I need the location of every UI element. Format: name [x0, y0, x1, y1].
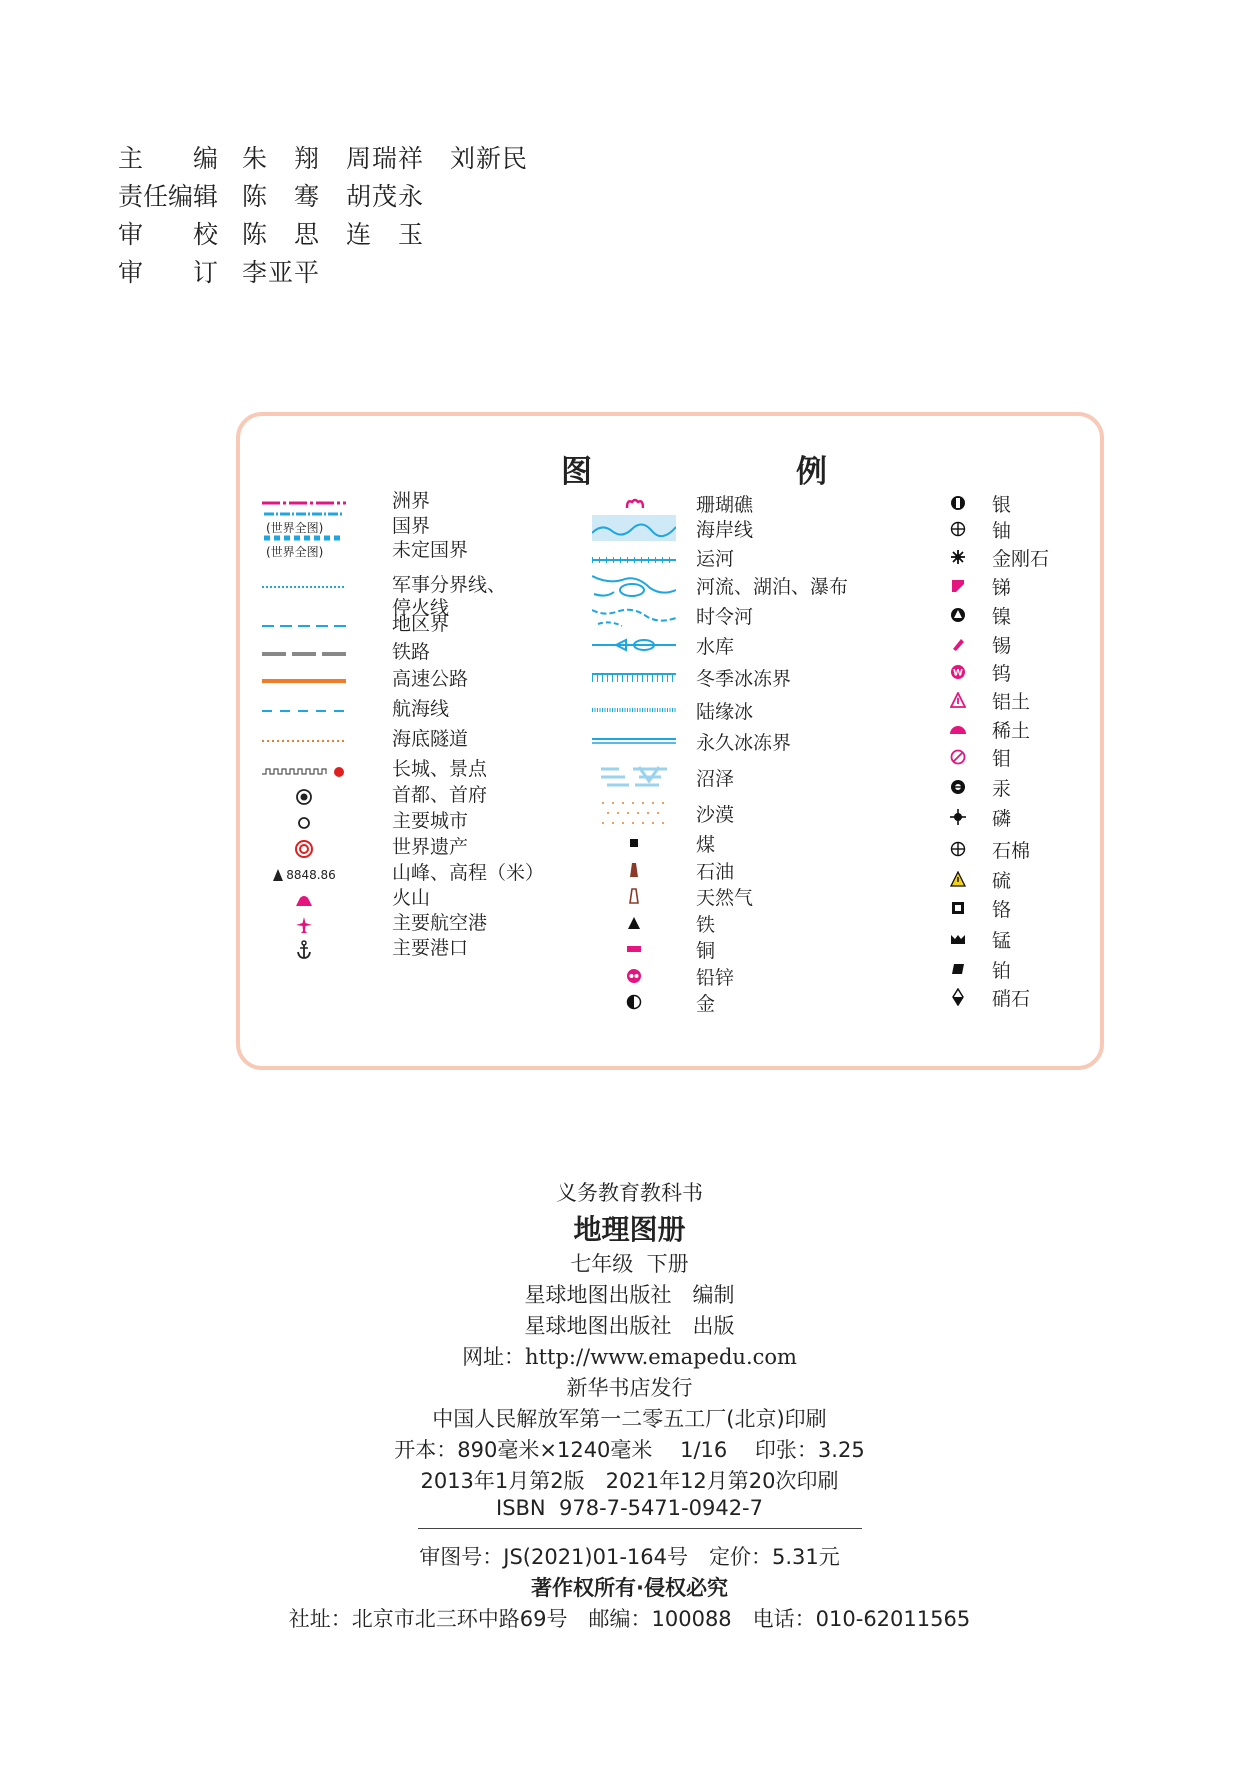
- legend-label: 未定国界: [392, 539, 469, 561]
- legend-platinum-icon: [948, 958, 968, 980]
- legend-uranium-icon: [948, 518, 968, 540]
- legend-label: 钨: [992, 663, 1012, 685]
- review-number-price: 审图号：JS(2021)01-164号 定价：5.31元: [419, 1545, 840, 1569]
- copyright: 著作权所有·侵权必究: [531, 1576, 728, 1600]
- legend-undersea-tunnel-icon: [262, 730, 346, 752]
- legend-label: 高速公路: [392, 668, 469, 690]
- legend-label: 铁路: [392, 641, 431, 663]
- legend-ceasefire-line-icon: [262, 576, 346, 598]
- legend-label: 主要航空港: [392, 912, 488, 934]
- printer: 中国人民解放军第一二零五工厂(北京)印刷: [432, 1407, 827, 1431]
- legend-label: 冬季冰冻界: [696, 668, 792, 690]
- address: 社址：北京市北三环中路69号 邮编：100088 电话：010-62011565: [288, 1607, 971, 1631]
- legend-sym-caption: (世界全图): [266, 521, 324, 535]
- legend-silver-icon: [948, 492, 968, 514]
- isbn: ISBN 978-7-5471-0942-7: [496, 1496, 763, 1520]
- credit-names: 陈 骞 胡茂永: [242, 182, 425, 211]
- legend-label: 锡: [992, 635, 1012, 657]
- legend-label: 铀: [992, 520, 1012, 542]
- map-legend: [236, 412, 1104, 1070]
- legend-coral-reef-icon: [624, 492, 644, 514]
- credit-row-reviewer: [118, 254, 528, 292]
- credit-names: 朱 翔 周瑞祥 刘新民: [242, 144, 529, 173]
- legend-shipping-route-icon: [262, 700, 346, 722]
- format: 开本：890毫米×1240毫米 1/16 印张：3.25: [394, 1438, 865, 1462]
- legend-label: 硫: [992, 870, 1012, 892]
- credit-row-proofreader: [118, 216, 528, 254]
- legend-sym-caption: 8848.86: [286, 868, 336, 882]
- legend-label: 山峰、高程（米）: [392, 862, 545, 884]
- legend-label: 世界遗产: [392, 836, 469, 858]
- grade: 七年级 下册: [570, 1252, 689, 1276]
- legend-great-wall-icon: [262, 760, 346, 782]
- legend-label: 永久冰冻界: [696, 732, 792, 754]
- legend-label: 铜: [696, 940, 716, 962]
- legend-label: 石油: [696, 861, 735, 883]
- legend-tin-icon: [948, 633, 968, 655]
- legend-label: 煤: [696, 834, 716, 856]
- legend-label: 铅锌: [696, 967, 735, 989]
- legend-oil-icon: [624, 859, 644, 881]
- legend-label: 主要港口: [392, 937, 469, 959]
- publisher: 星球地图出版社 出版: [524, 1314, 735, 1338]
- legend-label: 水库: [696, 636, 735, 658]
- legend-label: 河流、湖泊、瀑布: [696, 576, 849, 598]
- legend-label: 银: [992, 494, 1012, 516]
- legend-label: 时令河: [696, 606, 754, 628]
- legend-label: 钼: [992, 748, 1012, 770]
- legend-desert-icon: [592, 798, 676, 828]
- legend-label: 海底隧道: [392, 728, 469, 750]
- legend-winter-freeze-line-icon: [592, 666, 676, 688]
- credit-role: 审 订: [118, 258, 219, 287]
- legend-manganese-icon: [948, 928, 968, 950]
- legend-label: 石棉: [992, 840, 1031, 862]
- legend-label: 锰: [992, 930, 1012, 952]
- legend-natural-gas-icon: [624, 885, 644, 907]
- legend-label: 镍: [992, 606, 1012, 628]
- legend-railway-icon: [262, 643, 346, 665]
- legend-antimony-icon: [948, 575, 968, 597]
- legend-label: 军事分界线、 停火线: [392, 574, 507, 619]
- credit-row-responsible-editor: [118, 178, 528, 216]
- legend-iron-icon: [624, 912, 644, 934]
- legend-molybdenum-icon: [948, 746, 968, 768]
- legend-label: 天然气: [696, 887, 754, 909]
- credit-role: 责任编辑: [118, 182, 219, 211]
- legend-label: 金: [696, 993, 716, 1015]
- legend-permafrost-line-icon: [592, 730, 676, 752]
- legend-label: 长城、景点: [392, 758, 488, 780]
- legend-port-icon: [292, 939, 316, 961]
- credit-role: 主 编: [118, 144, 219, 173]
- book-title: 地理图册: [573, 1213, 686, 1246]
- legend-coastline-icon: [592, 517, 676, 539]
- legend-lead-zinc-icon: [624, 965, 644, 987]
- legend-label: 陆缘冰: [696, 701, 754, 723]
- legend-diamond-icon: [948, 546, 968, 568]
- legend-mountain-peak-icon: [262, 864, 346, 886]
- legend-canal-icon: [592, 546, 676, 568]
- legend-label: 主要城市: [392, 810, 469, 832]
- legend-airport-icon: [292, 914, 316, 936]
- credits: [118, 140, 528, 292]
- legend-label: 地区界: [392, 613, 450, 635]
- credit-role: 审 校: [118, 220, 219, 249]
- legend-nickel-icon: [948, 604, 968, 626]
- legend-phosphorus-icon: [948, 806, 968, 828]
- legend-region-boundary-icon: [262, 615, 346, 637]
- legend-rare-earth-icon: [948, 718, 968, 740]
- divider: [418, 1528, 862, 1529]
- legend-label: 洲界: [392, 490, 431, 512]
- legend-gold-icon: [624, 991, 644, 1013]
- website: 网址：http://www.emapedu.com: [462, 1345, 797, 1369]
- legend-label: 稀土: [992, 720, 1031, 742]
- legend-label: 沙漠: [696, 804, 735, 826]
- legend-label: 沼泽: [696, 768, 735, 790]
- legend-label: 航海线: [392, 698, 450, 720]
- legend-coal-icon: [624, 832, 644, 854]
- legend-world-heritage-icon: [292, 838, 316, 860]
- legend-chromium-icon: [948, 897, 968, 919]
- legend-label: 硝石: [992, 988, 1031, 1010]
- legend-reservoir-icon: [592, 634, 676, 656]
- legend-label: 汞: [992, 778, 1012, 800]
- legend-tungsten-icon: [948, 661, 968, 683]
- legend-label: 磷: [992, 808, 1012, 830]
- legend-label: 火山: [392, 887, 431, 909]
- legend-seasonal-river-icon: [592, 604, 676, 626]
- legend-label: 国界: [392, 515, 431, 537]
- legend-sym-caption: (世界全图): [266, 545, 324, 559]
- legend-label: 金刚石: [992, 548, 1050, 570]
- series-name: 义务教育教科书: [556, 1181, 703, 1205]
- legend-saltpeter-icon: [948, 986, 968, 1008]
- edition: 2013年1月第2版 2021年12月第20次印刷: [420, 1469, 839, 1493]
- legend-swamp-icon: [592, 762, 676, 792]
- legend-sulfur-icon: [948, 868, 968, 890]
- legend-bauxite-icon: [948, 689, 968, 711]
- legend-label: 铂: [992, 960, 1012, 982]
- legend-asbestos-icon: [948, 838, 968, 860]
- credit-names: 李亚平: [242, 258, 321, 287]
- legend-copper-icon: [624, 938, 644, 960]
- legend-label: 海岸线: [696, 519, 754, 541]
- distributor: 新华书店发行: [566, 1376, 693, 1400]
- legend-land-fast-ice-icon: [592, 699, 676, 721]
- credit-row-chief-editor: [118, 140, 528, 178]
- legend-title-right: 例: [796, 454, 827, 490]
- legend-mercury-icon: [948, 776, 968, 798]
- legend-capital-icon: [292, 786, 316, 808]
- legend-label: 珊瑚礁: [696, 494, 754, 516]
- legend-expressway-icon: [262, 670, 346, 692]
- legend-title-left: 图: [561, 454, 592, 490]
- legend-label: 铬: [992, 899, 1012, 921]
- compiler: 星球地图出版社 编制: [524, 1283, 735, 1307]
- legend-label: 首都、首府: [392, 784, 488, 806]
- legend-volcano-icon: [292, 889, 316, 911]
- svg-text:W: W: [953, 668, 963, 679]
- legend-label: 铝土: [992, 691, 1031, 713]
- legend-major-city-icon: [292, 812, 316, 834]
- legend-label: 锑: [992, 577, 1012, 599]
- legend-label: 运河: [696, 548, 735, 570]
- legend-label: 铁: [696, 914, 716, 936]
- credit-names: 陈 思 连 玉: [242, 220, 425, 249]
- legend-river-lake-waterfall-icon: [592, 570, 676, 600]
